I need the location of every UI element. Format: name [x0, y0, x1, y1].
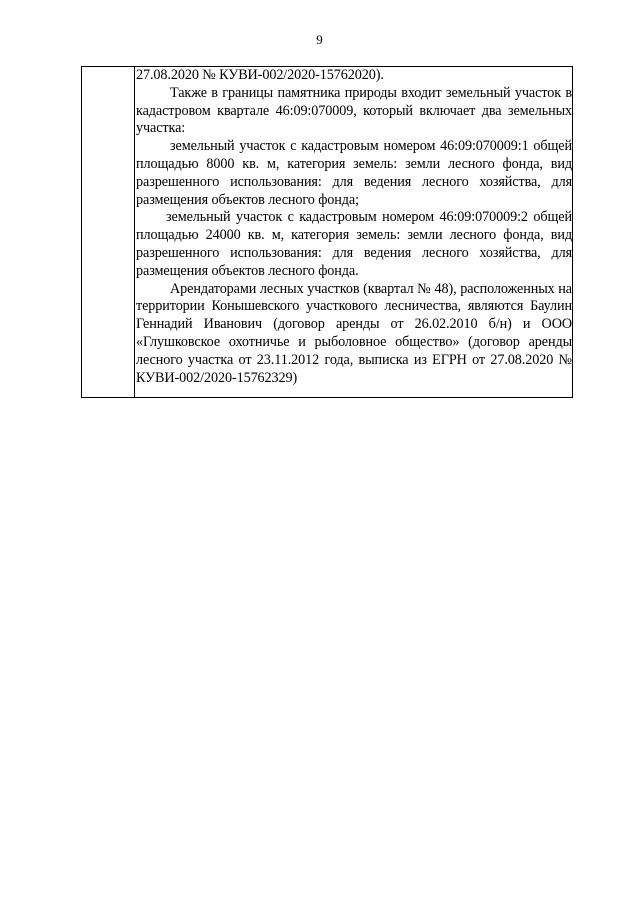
document-table — [81, 66, 573, 398]
table-right-cell — [135, 67, 573, 397]
paragraph-land-plot-1: земельный участок с кадастровым номером 46:09:070009:1 общей площадью 8000 кв. м, категория земель: земли лесного фонда, вид разрешенного использования: для ведения лесного хозяйства, для размещения объектов лесного фонда; — [136, 138, 572, 208]
paragraph-monument-boundaries: Также в границы памятника природы входит земельный участок в кадастровом квартале 46:09:070009, который включает два земельных участка: — [136, 84, 572, 137]
paragraph-continuation: 27.08.2020 № КУВИ-002/2020-15762020). — [136, 67, 384, 83]
page-number: 9 — [316, 32, 323, 47]
table-left-cell — [82, 67, 135, 397]
paragraph-land-plot-2: земельный участок с кадастровым номером 46:09:070009:2 общей площадью 24000 кв. м, категория земель: земли лесного фонда, вид разрешенного использования: для ведения лесного хозяйства, для размещения объектов лесного фонда. — [136, 209, 572, 279]
paragraph-tenants: Арендаторами лесных участков (квартал № 48), расположенных на территории Конышевского участкового лесничества, являются Баулин Геннадий Иванович (договор аренды от 26.02.2010 б/н) и ООО «Глушковское охотничье и рыболовное общество» (договор аренды лесного участка от 23.11.2012 года, выписка из ЕГРН от 27.08.2020 № КУВИ-002/2020-15762329) — [136, 280, 572, 386]
